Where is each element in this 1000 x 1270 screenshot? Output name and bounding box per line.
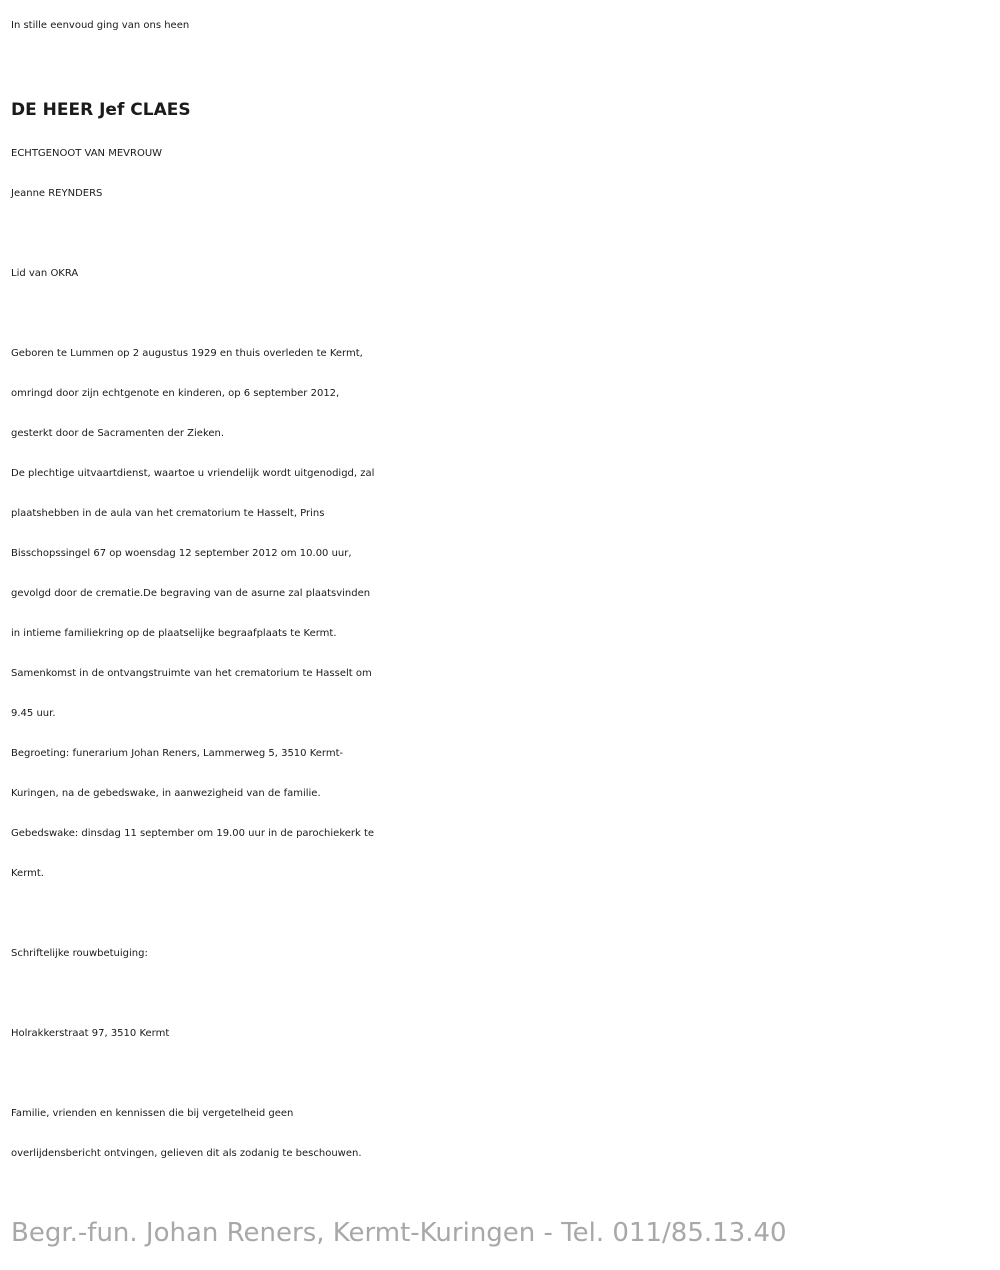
intro-text: In stille eenvoud ging van ons heen [11, 20, 190, 31]
body-line: De plechtige uitvaartdienst, waartoe u vriendelijk wordt uitgenodigd, zal [11, 468, 375, 479]
body-line: plaatshebben in de aula van het crematorium te Hasselt, Prins [11, 508, 325, 519]
obituary-body [11, 334, 991, 894]
body-line: Gebedswake: dinsdag 11 september om 19.00 uur in de parochiekerk te [11, 828, 375, 839]
body-line: 9.45 uur. [11, 708, 56, 719]
body-line: Kuringen, na de gebedswake, in aanwezigheid van de familie. [11, 788, 321, 799]
spacer [11, 214, 991, 254]
body-line: Kermt. [11, 868, 44, 879]
spacer [11, 894, 991, 934]
spouse-name: Jeanne REYNDERS [11, 188, 103, 199]
body-line: gesterkt door de Sacramenten der Zieken. [11, 428, 225, 439]
spacer [11, 1054, 991, 1094]
funeral-home-footer: Begr.-fun. Johan Reners, Kermt-Kuringen - Tel. 011/85.13.40 [11, 1218, 787, 1248]
condolence-label: Schriftelijke rouwbetuiging: [11, 948, 148, 959]
body-line: Bisschopssingel 67 op woensdag 12 september 2012 om 10.00 uur, [11, 548, 352, 559]
body-line: gevolgd door de crematie.De begraving van de asurne zal plaatsvinden [11, 588, 371, 599]
notice-line: overlijdensbericht ontvingen, gelieven dit als zodanig te beschouwen. [11, 1148, 362, 1159]
obituary-notice [11, 6, 991, 1174]
notice-paragraph [11, 1094, 991, 1174]
body-line: Geboren te Lummen op 2 augustus 1929 en thuis overleden te Kermt, [11, 348, 363, 359]
body-line: omringd door zijn echtgenote en kinderen, op 6 september 2012, [11, 388, 340, 399]
body-line: in intieme familiekring op de plaatselijke begraafplaats te Kermt. [11, 628, 337, 639]
membership-text: Lid van OKRA [11, 268, 79, 279]
body-line: Samenkomst in de ontvangstruimte van het crematorium te Hasselt om [11, 668, 372, 679]
deceased-name: DE HEER Jef CLAES [11, 100, 191, 120]
condolence-address: Holrakkerstraat 97, 3510 Kermt [11, 1028, 170, 1039]
body-line: Begroeting: funerarium Johan Reners, Lammerweg 5, 3510 Kermt- [11, 748, 344, 759]
spacer [11, 974, 991, 1014]
spacer [11, 294, 991, 334]
notice-line: Familie, vrienden en kennissen die bij vergetelheid geen [11, 1108, 294, 1119]
spouse-title: ECHTGENOOT VAN MEVROUW [11, 148, 163, 159]
